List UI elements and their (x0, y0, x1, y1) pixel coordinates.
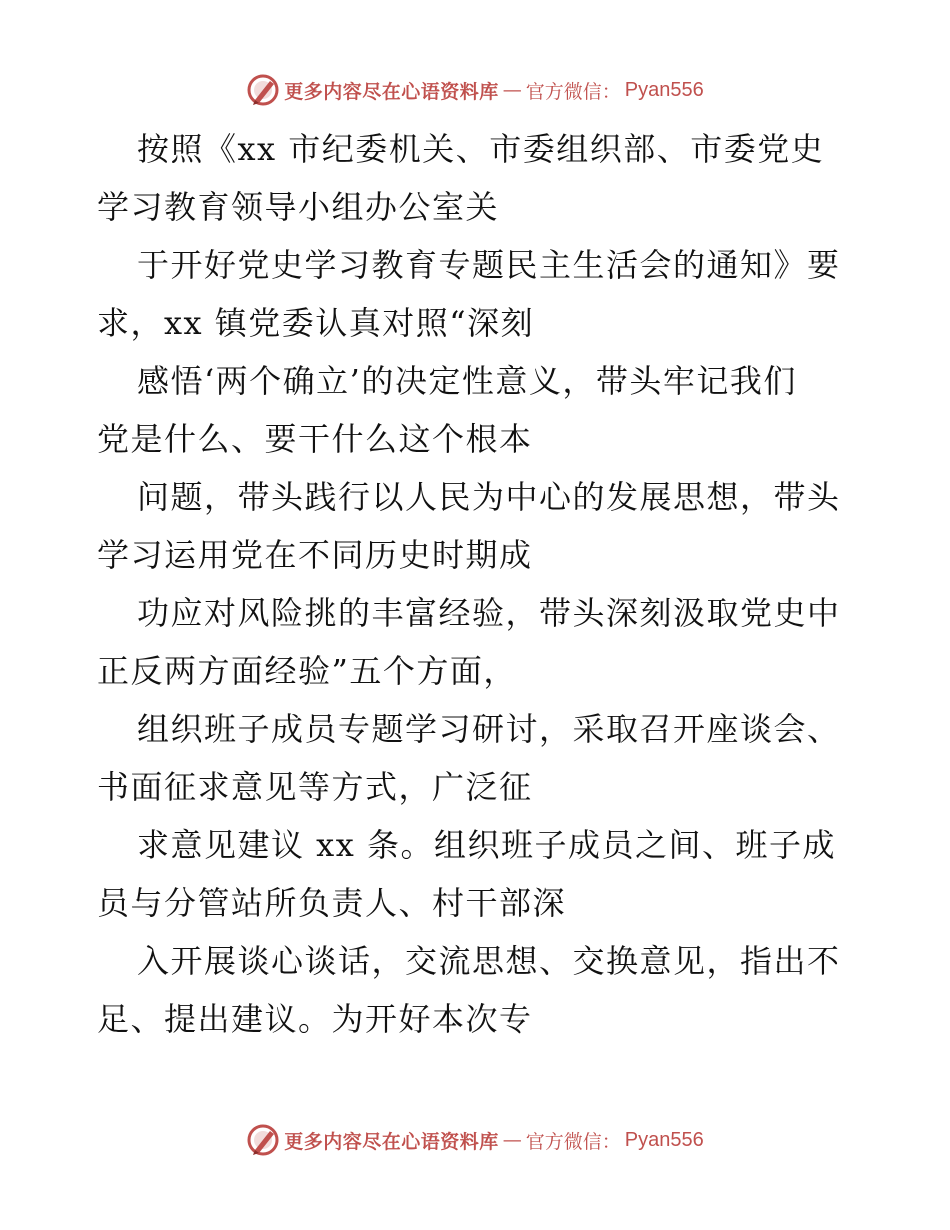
body-line: 求，xx 镇党委认真对照“深刻 (97, 304, 535, 342)
body-line: 功应对风险挑的丰富经验，带头深刻汲取党史中 (137, 594, 841, 632)
body-line: 感悟‘两个确立’的决定性意义，带头牢记我们 (137, 362, 797, 400)
body-line: 求意见建议 xx 条。组织班子成员之间、班子成 (137, 826, 836, 864)
body-line: 按照《xx 市纪委机关、市委组织部、市委党史 (137, 130, 825, 168)
body-line: 正反两方面经验”五个方面， (97, 652, 517, 690)
header-banner (0, 70, 950, 110)
body-line: 足、提出建议。为开好本次专 (97, 1000, 533, 1038)
footer-banner-label: 官方微信： (525, 1130, 621, 1153)
body-line: 问题，带头践行以人民为中心的发展思想，带头 (137, 478, 841, 516)
pen-logo-icon (246, 73, 280, 107)
header-banner-id: Pyan556 (624, 78, 704, 101)
footer-banner-separator: — (502, 1129, 522, 1151)
body-line: 组织班子成员专题学习研讨，采取召开座谈会、 (137, 710, 841, 748)
pen-logo-icon (246, 1123, 280, 1157)
body-line: 入开展谈心谈话，交流思想、交换意见，指出不 (137, 942, 841, 980)
header-banner-content (246, 73, 704, 107)
body-line: 员与分管站所负责人、村干部深 (97, 884, 567, 922)
footer-banner-id: Pyan556 (624, 1128, 704, 1151)
footer-banner-content (246, 1123, 704, 1157)
body-line: 于开好党史学习教育专题民主生活会的通知》要 (137, 246, 841, 284)
header-banner-label: 官方微信： (525, 80, 621, 103)
footer-banner (0, 1120, 950, 1160)
body-line: 学习运用党在不同历史时期成 (97, 536, 533, 574)
footer-banner-text: 更多内容尽在心语资料库 (284, 1130, 499, 1153)
body-line: 党是什么、要干什么这个根本 (97, 420, 533, 458)
body-line: 书面征求意见等方式，广泛征 (97, 768, 533, 806)
header-banner-separator: — (502, 79, 522, 101)
body-line: 学习教育领导小组办公室关 (97, 188, 500, 226)
body-text (97, 120, 867, 1048)
header-banner-text: 更多内容尽在心语资料库 (284, 80, 499, 103)
